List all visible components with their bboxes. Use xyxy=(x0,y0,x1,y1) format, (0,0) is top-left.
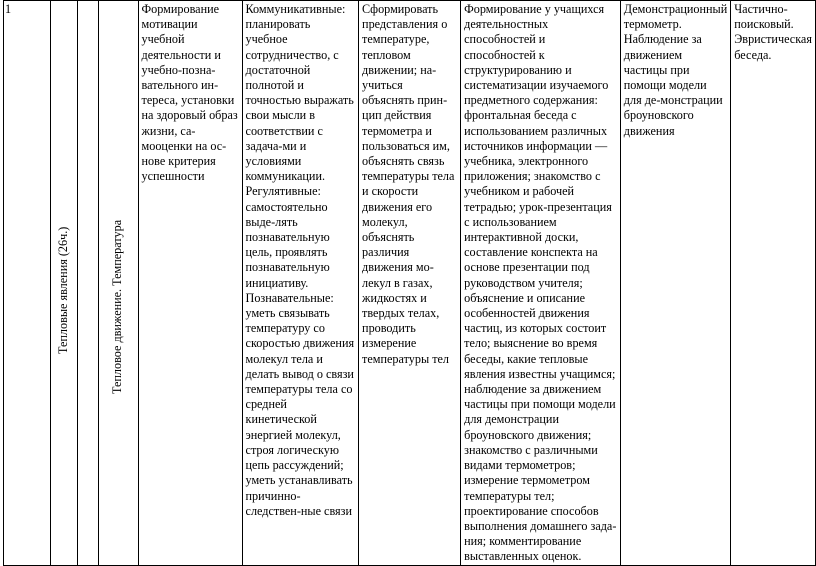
methods-cell xyxy=(731,1,816,566)
equipment-text: Демонстрационный термометр. Наблюдение за движением частицы при помощи модели для де-монстрации броуновского движения xyxy=(623,2,728,138)
empty-cell xyxy=(78,1,99,566)
topic-cell xyxy=(99,1,138,566)
section-title: Тепловые явления (26ч.) xyxy=(56,226,71,355)
lesson-number-cell xyxy=(4,1,51,566)
subject-results-cell xyxy=(359,1,461,566)
personal-results-text: Формирование мотивации учебной деятельности и учебно-позна-вательного ин-тереса, установки на здоровый образ жизни, са-мооценки на ос-нове критерия успешности xyxy=(141,2,238,184)
lesson-plan-table xyxy=(3,0,816,566)
activities-text: Формирование у учащихся деятельностных способностей и способностей к структурированию и систематизации изучаемого предметного содержания: фронтальная беседа с использованием различных источников информации — учебника, электронного приложения; знакомство с учебником и рабочей тетрадью; урок-презентация с использованием интерактивной доски, составление конспекта на основе презентации под руководством учителя; объяснение и описание особенностей движения частиц, из которых состоит тело; выяснение во время беседы, какие тепловые явления известны учащимся; наблюдение за движением частицы при помощи модели для демонстрации броуновского движения; знакомство с различными видами термометров; измерение термометром температуры тел; проектирование способов выполнения домашнего зада-ния; комментирование выставленных оценок. xyxy=(464,2,617,564)
equipment-cell xyxy=(620,1,730,566)
metasubject-results-text: Коммуникативные: планировать учебное сотрудничество, с достаточной полнотой и точностью выражать свои мысли в соответствии с задача-ми и условиями коммуникации. Регулятивные: самостоятельно выде-лять познавательную цель, проявлять познавательную инициативу. Познавательные: уметь связывать температуру со скоростью движения молекул тела и делать вывод о связи температуры тела со средней кинетической энергией молекул, строя логическую цепь рассуждений; уметь устанавливать причинно-следствен-ные связи xyxy=(245,2,355,518)
activities-cell xyxy=(461,1,621,566)
lesson-topic: Тепловое движение. Температура xyxy=(110,220,125,395)
subject-results-text: Сформировать представления о температуре, тепловом движении; на-учиться объяснять прин-цип действия термометра и пользоваться им, объяснять связь температуры тела и скорости движения его молекул, объяснять различия движения мо-лекул в газах, жидкостях и твердых телах, проводить измерение температуры тел xyxy=(362,2,455,366)
methods-text: Частично-поисковый. Эвристическая беседа. xyxy=(734,2,812,62)
lesson-number: 1 xyxy=(5,2,12,16)
personal-results-cell xyxy=(138,1,242,566)
section-cell xyxy=(51,1,78,566)
table-row xyxy=(4,1,816,566)
metasubject-results-cell xyxy=(242,1,359,566)
